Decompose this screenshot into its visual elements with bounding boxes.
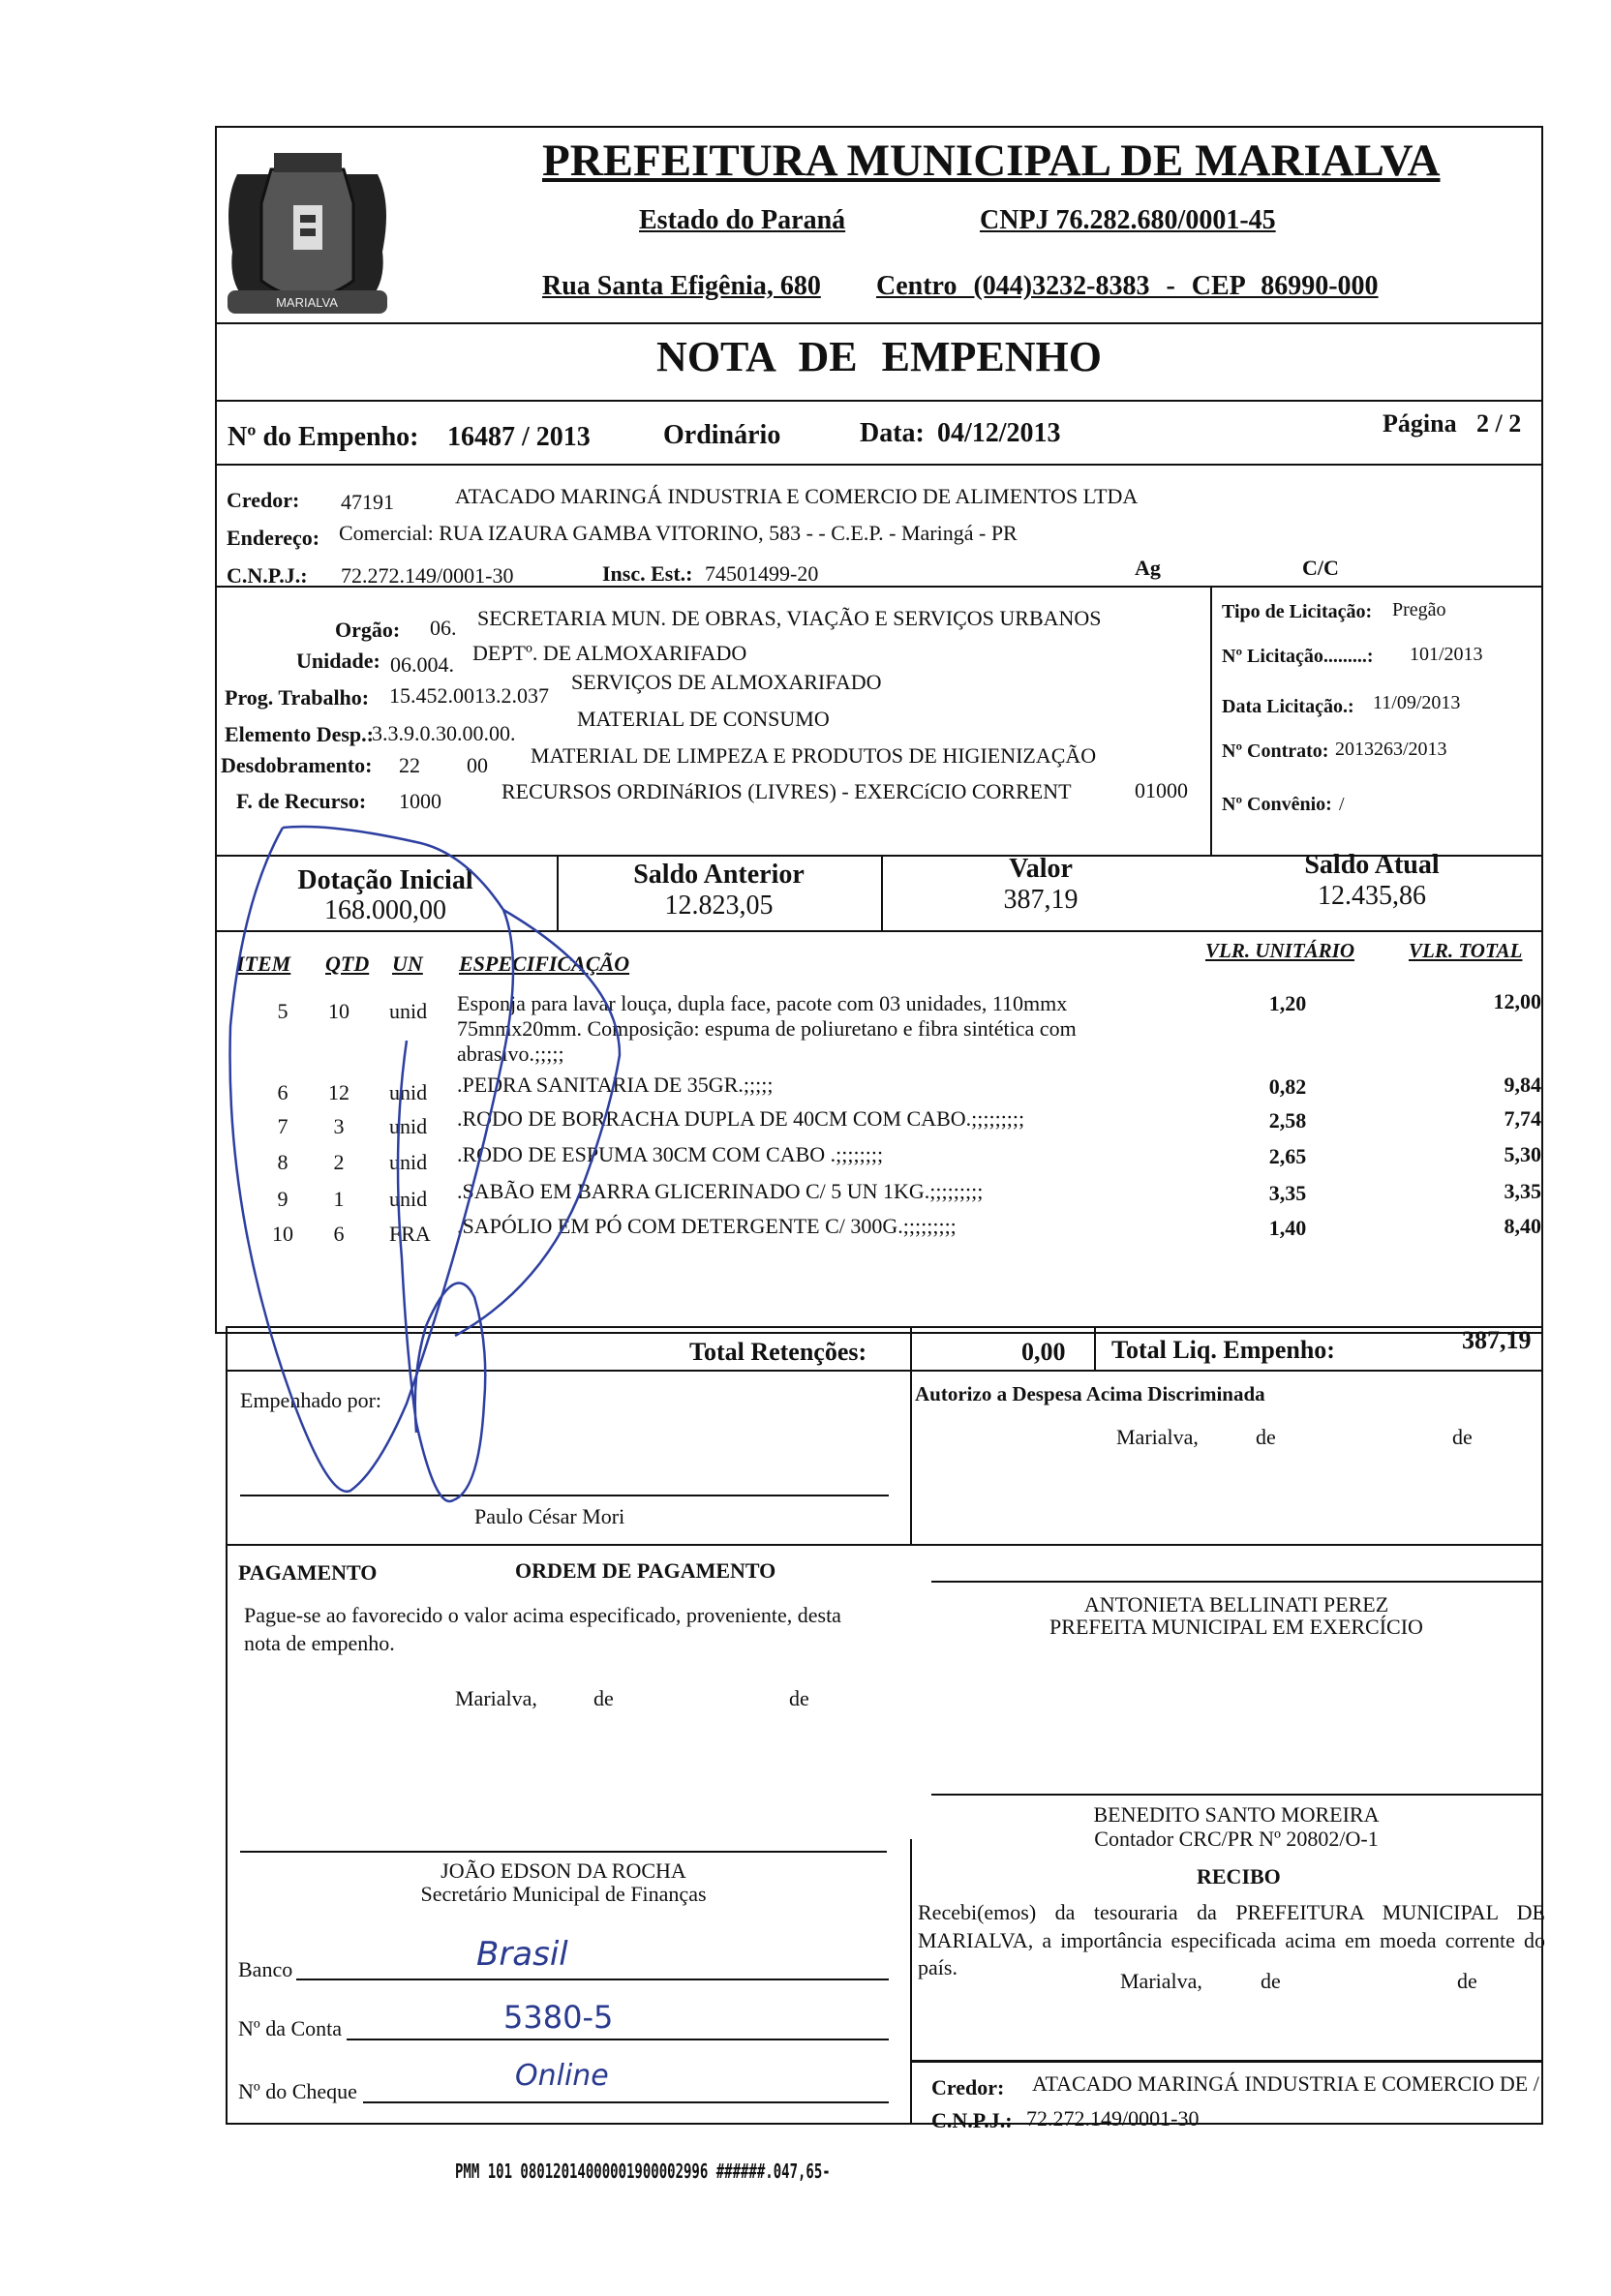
item-qtd: 12 xyxy=(328,1080,350,1104)
col-spec-header: ESPECIFICAÇÃO xyxy=(459,952,630,976)
conta-value: 5380-5 xyxy=(503,1999,614,2036)
recurso-code2: 01000 xyxy=(1135,778,1188,802)
saldo-atual-value: 12.435,86 xyxy=(1318,881,1426,911)
item-unit-price: 0,82 xyxy=(1268,1074,1307,1099)
total-liq-value: 387,19 xyxy=(1462,1326,1532,1354)
valor-value: 387,19 xyxy=(1003,885,1079,915)
item-total: 12,00 xyxy=(1493,989,1541,1013)
item-unit-price: 2,65 xyxy=(1268,1144,1307,1168)
ordem-pagamento-label: ORDEM DE PAGAMENTO xyxy=(515,1558,776,1583)
org-cnpj: CNPJ 76.282.680/0001-45 xyxy=(980,205,1276,235)
recurso-name: RECURSOS ORDINáRIOS (LIVRES) - EXERCíCIO CORRENT xyxy=(502,779,1072,803)
contrato-number: 2013263/2013 xyxy=(1335,739,1447,760)
empenho-number: 16487 / 2013 xyxy=(447,422,591,452)
banco-label: Banco xyxy=(238,1957,293,1981)
item-spec-line: .SABÃO EM BARRA GLICERINADO C/ 5 UN 1KG.;;;;;;;;; xyxy=(457,1179,984,1203)
pagamento-place: Marialva, xyxy=(455,1686,537,1710)
item-number: 8 xyxy=(277,1150,289,1174)
item-unit-price: 1,40 xyxy=(1268,1216,1307,1240)
item-unit: FRA xyxy=(389,1222,431,1246)
credor-address: Comercial: RUA IZAURA GAMBA VITORINO, 583 - - C.E.P. - Maringá - PR xyxy=(339,521,1018,545)
item-number: 7 xyxy=(277,1114,289,1138)
empenhado-signer: Paulo César Mori xyxy=(474,1504,625,1528)
svg-text:MARIALVA: MARIALVA xyxy=(276,295,338,310)
item-unit: unid xyxy=(389,1150,428,1174)
desdob-label: Desdobramento: xyxy=(221,753,373,777)
credor-name: ATACADO MARINGÁ INDUSTRIA E COMERCIO DE ALIMENTOS LTDA xyxy=(455,484,1139,508)
item-spec-line: Esponja para lavar louça, dupla face, pacote com 03 unidades, 110mmx xyxy=(457,991,1068,1015)
item-number: 5 xyxy=(277,999,289,1023)
valor-label: Valor xyxy=(1009,854,1073,884)
tipo-licitacao: Pregão xyxy=(1392,599,1446,620)
item-spec-line: abrasivo.;;;;; xyxy=(457,1042,564,1066)
unidade-label: Unidade: xyxy=(296,649,380,673)
item-unit: unid xyxy=(389,1080,428,1104)
item-total: 8,40 xyxy=(1504,1214,1541,1238)
secretario-name: JOÃO EDSON DA ROCHA xyxy=(441,1858,686,1883)
contador-name: BENEDITO SANTO MOREIRA xyxy=(1093,1802,1380,1827)
col-item-header: ITEM xyxy=(236,952,291,976)
item-spec-line: .PEDRA SANITARIA DE 35GR.;;;;; xyxy=(457,1072,774,1097)
dotacao-label: Dotação Inicial xyxy=(297,865,473,895)
elemento-code: 3.3.9.0.30.00.00. xyxy=(372,721,516,745)
contador-title: Contador CRC/PR Nº 20802/O-1 xyxy=(1094,1827,1379,1851)
org-address: Rua Santa Efigênia, 680 xyxy=(542,271,821,301)
item-spec-line: 75mmx20mm. Composição: espuma de poliuretano e fibra sintética com xyxy=(457,1016,1077,1041)
item-number: 9 xyxy=(277,1187,289,1211)
tipo-licitacao-label: Tipo de Licitação: xyxy=(1222,601,1373,622)
empenho-type: Ordinário xyxy=(663,420,781,450)
col-total-header: VLR. TOTAL xyxy=(1409,939,1523,962)
saldo-anterior-label: Saldo Anterior xyxy=(633,860,805,890)
item-unit: unid xyxy=(389,1114,428,1138)
num-licitacao: 101/2013 xyxy=(1410,644,1483,665)
recibo-cnpj-label: C.N.P.J.: xyxy=(931,2108,1013,2132)
item-unit-price: 1,20 xyxy=(1268,991,1307,1015)
recibo-credor: ATACADO MARINGÁ INDUSTRIA E COMERCIO DE / xyxy=(1032,2071,1539,2096)
col-un-header: UN xyxy=(392,952,423,976)
credor-cnpj: 72.272.149/0001-30 xyxy=(341,563,514,588)
prog-code: 15.452.0013.2.037 xyxy=(389,683,549,708)
footer-barcode-text: PMM 101 08012014000001900002996 ######.047,65- xyxy=(455,2160,831,2183)
state-name: Estado do Paraná xyxy=(639,205,846,235)
pagamento-de2: de xyxy=(789,1686,809,1710)
credor-insc: 74501499-20 xyxy=(705,561,819,586)
orgao-label: Orgão: xyxy=(335,618,401,642)
item-qtd: 6 xyxy=(333,1222,345,1246)
saldo-atual-label: Saldo Atual xyxy=(1304,850,1440,880)
empenhado-label: Empenhado por: xyxy=(240,1388,382,1412)
total-retencoes-label: Total Retenções: xyxy=(689,1338,867,1366)
conta-label: Nº da Conta xyxy=(238,2016,343,2040)
empenho-date-label: Data: xyxy=(860,418,925,448)
desdob-code2: 00 xyxy=(467,753,488,777)
autorizo-place: Marialva, xyxy=(1116,1425,1199,1449)
data-licitacao: 11/09/2013 xyxy=(1373,692,1461,713)
convenio-number: / xyxy=(1339,794,1345,815)
total-retencoes-value: 0,00 xyxy=(1021,1338,1066,1366)
dotacao-value: 168.000,00 xyxy=(324,895,446,925)
item-number: 10 xyxy=(272,1222,293,1246)
item-unit-price: 2,58 xyxy=(1268,1108,1307,1133)
org-district-phone-cep: Centro (044)3232-8383 - CEP 86990-000 xyxy=(876,271,1379,301)
recibo-credor-label: Credor: xyxy=(931,2075,1005,2100)
autorizo-label: Autorizo a Despesa Acima Discriminada xyxy=(915,1382,1265,1405)
item-unit-price: 3,35 xyxy=(1268,1181,1307,1205)
item-qtd: 2 xyxy=(333,1150,345,1174)
credor-cnpj-label: C.N.P.J.: xyxy=(227,563,308,588)
insc-label: Insc. Est.: xyxy=(602,561,693,586)
address-label: Endereço: xyxy=(227,526,320,550)
cc-label: C/C xyxy=(1302,556,1339,580)
recurso-label: F. de Recurso: xyxy=(236,789,367,813)
empenho-date: 04/12/2013 xyxy=(937,418,1061,448)
pagamento-de1: de xyxy=(593,1686,614,1710)
item-unit: unid xyxy=(389,1187,428,1211)
item-total: 5,30 xyxy=(1504,1142,1541,1166)
col-unit-price-header: VLR. UNITÁRIO xyxy=(1205,939,1355,962)
credor-code: 47191 xyxy=(341,490,394,514)
unidade-code: 06.004. xyxy=(390,652,454,677)
orgao-name: SECRETARIA MUN. DE OBRAS, VIAÇÃO E SERVIÇOS URBANOS xyxy=(477,606,1102,630)
desdob-code1: 22 xyxy=(399,753,420,777)
convenio-label: Nº Convênio: xyxy=(1222,794,1332,815)
item-spec-line: .SAPÓLIO EM PÓ COM DETERGENTE C/ 300G.;;;;;;;;; xyxy=(457,1214,957,1238)
recurso-code: 1000 xyxy=(399,789,441,813)
col-qtd-header: QTD xyxy=(325,952,370,976)
recibo-label: RECIBO xyxy=(1197,1864,1281,1888)
item-total: 7,74 xyxy=(1504,1106,1541,1131)
cheque-value: Online xyxy=(515,2059,609,2093)
elemento-name: MATERIAL DE CONSUMO xyxy=(577,707,830,731)
item-spec-line: .RODO DE ESPUMA 30CM COM CABO .;;;;;;;; xyxy=(457,1142,884,1166)
prefeita-name: ANTONIETA BELLINATI PEREZ xyxy=(1083,1592,1389,1616)
recibo-text: Recebi(emos) da tesouraria da PREFEITURA MUNICIPAL DE MARIALVA, a importância especificada acima em moeda corrente do país. xyxy=(918,1900,1545,1980)
prefeita-title: PREFEITA MUNICIPAL EM EXERCÍCIO xyxy=(1049,1615,1423,1639)
contrato-label: Nº Contrato: xyxy=(1222,740,1329,762)
elemento-label: Elemento Desp.: xyxy=(225,722,374,746)
org-name: PREFEITURA MUNICIPAL DE MARIALVA xyxy=(542,136,1441,186)
credor-label: Credor: xyxy=(227,488,300,512)
prog-label: Prog. Trabalho: xyxy=(225,685,370,710)
pagamento-text: Pague-se ao favorecido o valor acima especificado, proveniente, desta nota de empenho. xyxy=(244,1603,841,1655)
cheque-label: Nº do Cheque xyxy=(238,2079,357,2103)
autorizo-de2: de xyxy=(1452,1425,1473,1449)
page-number: 2 / 2 xyxy=(1476,409,1522,438)
document-title: NOTA DE EMPENHO xyxy=(656,333,1102,380)
item-total: 3,35 xyxy=(1504,1179,1541,1203)
pagamento-label: PAGAMENTO xyxy=(238,1560,378,1585)
unidade-name: DEPTº. DE ALMOXARIFADO xyxy=(472,641,747,665)
secretario-title: Secretário Municipal de Finanças xyxy=(420,1882,707,1906)
num-licitacao-label: Nº Licitação.........: xyxy=(1222,646,1374,667)
recibo-de1: de xyxy=(1261,1969,1281,1993)
item-qtd: 3 xyxy=(333,1114,345,1138)
autorizo-de1: de xyxy=(1256,1425,1276,1449)
desdob-name: MATERIAL DE LIMPEZA E PRODUTOS DE HIGIENIZAÇÃO xyxy=(531,743,1097,768)
data-licitacao-label: Data Licitação.: xyxy=(1222,696,1354,717)
item-unit: unid xyxy=(389,999,428,1023)
total-liq-label: Total Liq. Empenho: xyxy=(1111,1336,1335,1364)
item-number: 6 xyxy=(277,1080,289,1104)
page-label: Página xyxy=(1383,409,1457,438)
orgao-code: 06. xyxy=(430,616,457,640)
item-qtd: 10 xyxy=(328,999,350,1023)
recibo-de2: de xyxy=(1457,1969,1477,1993)
saldo-anterior-value: 12.823,05 xyxy=(664,891,774,921)
item-qtd: 1 xyxy=(333,1187,345,1211)
recibo-place: Marialva, xyxy=(1120,1969,1202,1993)
banco-value: Brasil xyxy=(476,1935,568,1974)
prog-name: SERVIÇOS DE ALMOXARIFADO xyxy=(571,670,882,694)
recibo-cnpj: 72.272.149/0001-30 xyxy=(1026,2106,1200,2130)
ag-label: Ag xyxy=(1135,556,1161,580)
item-spec-line: .RODO DE BORRACHA DUPLA DE 40CM COM CABO.;;;;;;;;; xyxy=(457,1106,1025,1131)
empenho-number-label: Nº do Empenho: xyxy=(228,422,419,452)
item-total: 9,84 xyxy=(1504,1072,1541,1097)
